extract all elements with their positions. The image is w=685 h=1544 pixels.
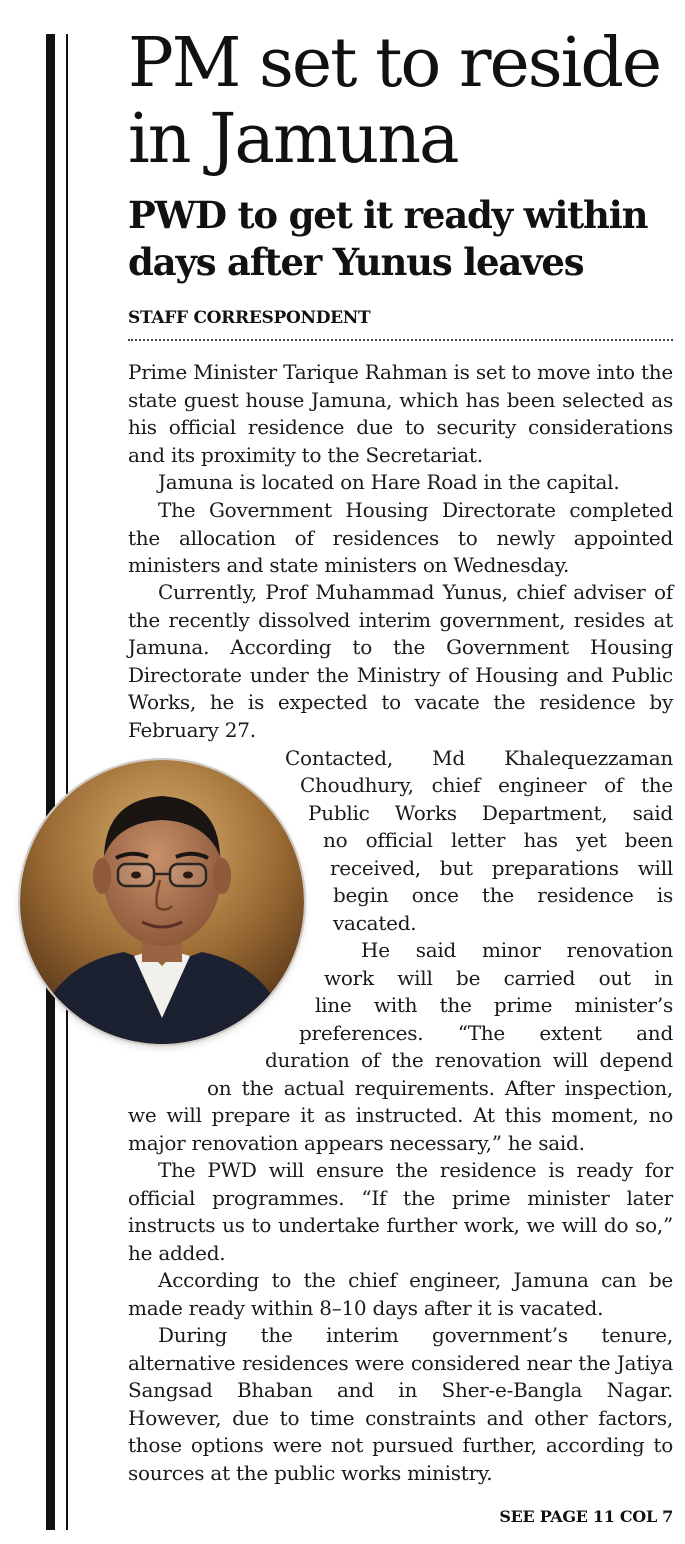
paragraph-3: The Government Housing Directorate completed the allocation of residences to newly appointed ministers and state ministers on Wednesday.: [128, 498, 673, 577]
wrap-line: received, but preparations will: [330, 856, 673, 880]
column-rule-thin: [66, 34, 68, 1530]
wrap-line: no official letter has yet been: [323, 828, 673, 852]
column-rule-thick: [46, 34, 55, 1530]
wrap-line: Contacted, Md Khalequezzaman: [285, 746, 673, 770]
paragraph-2: Jamuna is located on Hare Road in the capital.: [158, 470, 620, 494]
paragraph-4: Currently, Prof Muhammad Yunus, chief adviser of the recently dissolved interim government, resides at Jamuna. According to the Government Housing Directorate under the Ministry of Housing and Public Works, he is expected to vacate the residence by February 27.: [128, 580, 673, 742]
byline-divider: [128, 339, 673, 341]
headline: PM set to reside in Jamuna: [128, 24, 661, 179]
paragraph-1: Prime Minister Tarique Rahman is set to move into the state guest house Jamuna, which has been selected as his official residence due to security considerations and its proximity to the Secretariat.: [128, 360, 673, 467]
wrap-line: on the actual requirements. After inspection,: [207, 1076, 673, 1100]
paragraph-7: According to the chief engineer, Jamuna can be made ready within 8–10 days after it is vacated.: [128, 1268, 673, 1320]
wrap-line: duration of the renovation will depend: [265, 1048, 673, 1072]
wrap-line: Choudhury, chief engineer of the: [300, 773, 673, 797]
paragraph-8: During the interim government’s tenure, alternative residences were considered near the Jatiya Sangsad Bhaban and in Sher-e-Bangla Nagar. However, due to time constraints and other factors, those options were not pursued further, according to sources at the public works ministry.: [128, 1323, 673, 1485]
wrap-line: line with the prime minister’s: [315, 993, 673, 1017]
wrap-line: begin once the residence is: [333, 883, 673, 907]
wrap-line: Public Works Department, said: [308, 801, 673, 825]
jump-reference: SEE PAGE 11 COL 7: [499, 1507, 673, 1526]
wrap-line: He said minor renovation: [361, 938, 673, 962]
paragraph-5-continued: we will prepare it as instructed. At this moment, no major renovation appears necessary,” he said.: [128, 1103, 673, 1155]
subheadline: PWD to get it ready within days after Yunus leaves: [128, 193, 648, 284]
portrait-photo: [20, 760, 304, 1044]
wrap-line: work will be carried out in: [324, 966, 673, 990]
byline: STAFF CORRESPONDENT: [128, 308, 371, 328]
wrap-line: vacated.: [333, 911, 417, 935]
wrap-line: preferences. “The extent and: [299, 1021, 673, 1045]
paragraph-6: The PWD will ensure the residence is ready for official programmes. “If the prime minister later instructs us to undertake further work, we will do so,” he added.: [128, 1158, 673, 1265]
